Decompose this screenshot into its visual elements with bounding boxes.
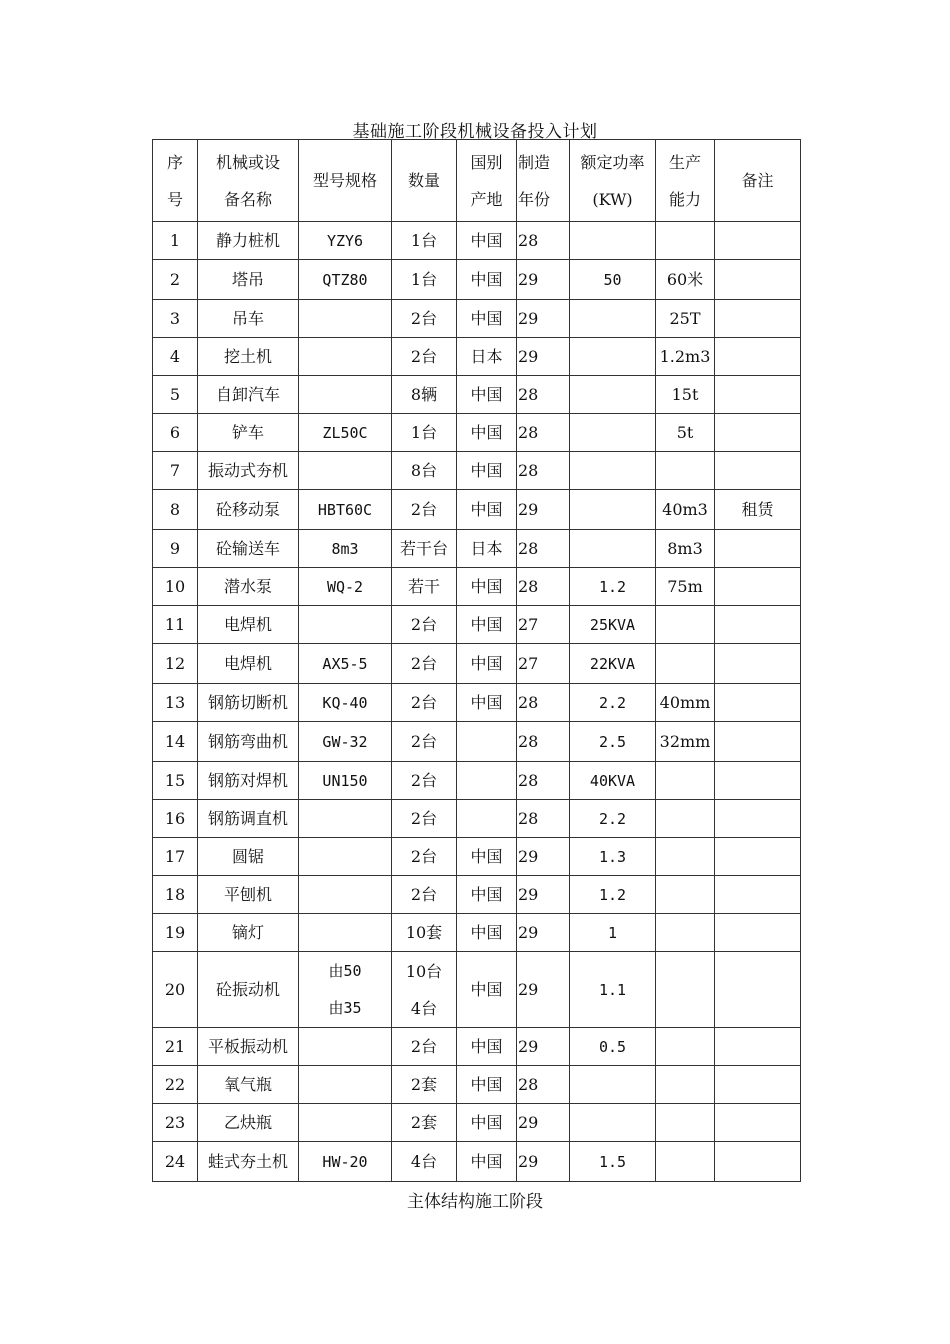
cell-year: 28 [517,722,570,762]
cell-name: 静力桩机 [198,222,299,260]
cell-origin: 中国 [457,490,517,530]
table-row [153,800,801,838]
cell-origin: 中国 [457,222,517,260]
header-capacity-line2: 能力 [668,189,701,209]
cell-origin: 中国 [457,568,517,606]
table-row [153,568,801,606]
cell-model [299,876,392,914]
cell-qty: 2套 [392,1066,457,1104]
cell-qty: 若干 [392,568,457,606]
cell-remark [715,568,801,606]
cell-year: 29 [517,876,570,914]
cell-no: 1 [153,222,198,260]
cell-origin: 中国 [457,914,517,952]
cell-origin [457,800,517,838]
cell-origin: 中国 [457,1142,517,1182]
cell-power [570,1104,656,1142]
cell-name: 吊车 [198,300,299,338]
cell-origin: 中国 [457,260,517,300]
cell-origin: 中国 [457,606,517,644]
cell-no: 3 [153,300,198,338]
cell-origin [457,762,517,800]
cell-year: 29 [517,300,570,338]
cell-qty: 10套 [392,914,457,952]
header-name-line1: 机械或设 [215,152,280,172]
cell-name: 蛙式夯土机 [198,1142,299,1182]
cell-power: 1.2 [570,568,656,606]
cell-model [299,376,392,414]
cell-remark [715,1066,801,1104]
cell-capacity: 75m [656,568,715,606]
cell-no: 19 [153,914,198,952]
cell-model [299,1066,392,1104]
table-row [153,338,801,376]
cell-origin: 日本 [457,530,517,568]
header-year-line2: 年份 [518,189,551,209]
cell-no: 17 [153,838,198,876]
cell-qty: 2台 [392,300,457,338]
header-origin [457,140,517,222]
header-origin-line2: 产地 [470,189,503,209]
cell-capacity [656,914,715,952]
cell-remark [715,530,801,568]
table-row [153,1066,801,1104]
cell-year: 28 [517,568,570,606]
cell-no: 7 [153,452,198,490]
cell-power: 22KVA [570,644,656,684]
cell-year: 29 [517,838,570,876]
cell-year: 28 [517,222,570,260]
cell-year: 29 [517,338,570,376]
cell-origin [457,722,517,762]
header-model-label: 型号规格 [312,170,377,190]
cell-power [570,490,656,530]
cell-power: 1.2 [570,876,656,914]
header-remark [715,140,801,222]
cell-power: 1.1 [570,952,656,1028]
header-remark-label: 备注 [741,170,774,190]
cell-capacity: 8m3 [656,530,715,568]
cell-model: UN150 [299,762,392,800]
table-row [153,1104,801,1142]
table-row [153,838,801,876]
cell-qty: 2台 [392,800,457,838]
cell-year: 27 [517,606,570,644]
cell-power [570,376,656,414]
table-row [153,452,801,490]
cell-origin: 中国 [457,952,517,1028]
cell-model: ZL50C [299,414,392,452]
cell-year: 28 [517,800,570,838]
cell-no: 13 [153,684,198,722]
cell-origin: 中国 [457,452,517,490]
document-title: 基础施工阶段机械设备投入计划 [352,122,598,142]
cell-name: 钢筋弯曲机 [198,722,299,762]
cell-origin: 中国 [457,300,517,338]
header-capacity-line1: 生产 [668,152,701,172]
header-qty-label: 数量 [407,170,440,190]
cell-name: 电焊机 [198,606,299,644]
cell-capacity [656,838,715,876]
cell-qty: 2台 [392,338,457,376]
cell-year: 28 [517,762,570,800]
cell-name: 平板振动机 [198,1028,299,1066]
cell-year: 29 [517,1142,570,1182]
cell-name: 振动式夯机 [198,452,299,490]
cell-remark [715,800,801,838]
cell-year: 28 [517,376,570,414]
cell-no: 5 [153,376,198,414]
cell-capacity [656,800,715,838]
header-model [299,140,392,222]
cell-no: 12 [153,644,198,684]
section-footer: 主体结构施工阶段 [407,1192,543,1212]
cell-capacity [656,1142,715,1182]
cell-origin: 中国 [457,838,517,876]
table-row [153,1142,801,1182]
cell-name: 挖土机 [198,338,299,376]
cell-model [299,1028,392,1066]
cell-model: WQ-2 [299,568,392,606]
cell-remark [715,1142,801,1182]
cell-origin: 中国 [457,644,517,684]
cell-capacity [656,1028,715,1066]
cell-no: 21 [153,1028,198,1066]
cell-capacity: 60米 [656,260,715,300]
cell-remark [715,952,801,1028]
cell-no: 4 [153,338,198,376]
cell-qty: 1台 [392,222,457,260]
cell-remark [715,606,801,644]
cell-remark [715,260,801,300]
cell-capacity [656,1066,715,1104]
cell-no: 2 [153,260,198,300]
cell-model-line: 由35 [328,998,362,1017]
cell-name: 圆锯 [198,838,299,876]
cell-remark [715,376,801,414]
table-row [153,606,801,644]
cell-remark [715,1104,801,1142]
header-power-line2: (KW) [592,189,633,209]
cell-no: 15 [153,762,198,800]
cell-remark [715,914,801,952]
cell-name: 乙炔瓶 [198,1104,299,1142]
cell-qty: 1台 [392,414,457,452]
cell-origin: 中国 [457,684,517,722]
header-row [153,140,801,222]
cell-origin: 日本 [457,338,517,376]
cell-capacity: 40mm [656,684,715,722]
cell-model: HW-20 [299,1142,392,1182]
cell-power [570,1066,656,1104]
cell-power [570,222,656,260]
cell-name: 砼振动机 [198,952,299,1028]
cell-name: 砼输送车 [198,530,299,568]
cell-name: 氧气瓶 [198,1066,299,1104]
cell-capacity: 25T [656,300,715,338]
cell-no: 10 [153,568,198,606]
cell-no: 20 [153,952,198,1028]
cell-qty: 8辆 [392,376,457,414]
cell-capacity [656,876,715,914]
table-row [153,952,801,1028]
cell-capacity [656,222,715,260]
header-year-line1: 制造 [518,152,551,172]
cell-power: 25KVA [570,606,656,644]
cell-model: AX5-5 [299,644,392,684]
equipment-table [152,139,801,1182]
cell-model [299,606,392,644]
cell-remark [715,684,801,722]
cell-name: 铲车 [198,414,299,452]
table-row [153,644,801,684]
cell-capacity [656,762,715,800]
cell-year: 28 [517,684,570,722]
cell-no: 23 [153,1104,198,1142]
table-row [153,684,801,722]
cell-remark [715,414,801,452]
cell-model: 8m3 [299,530,392,568]
cell-capacity: 40m3 [656,490,715,530]
cell-year: 29 [517,914,570,952]
cell-qty-line: 10台 [405,961,443,981]
table-row [153,530,801,568]
table-row [153,1028,801,1066]
cell-year: 28 [517,414,570,452]
table-row [153,376,801,414]
table-row [153,876,801,914]
cell-name: 钢筋切断机 [198,684,299,722]
cell-capacity [656,952,715,1028]
cell-qty [392,952,457,1028]
cell-qty: 2台 [392,838,457,876]
header-power-line1: 额定功率 [580,152,645,172]
cell-power [570,300,656,338]
cell-power [570,530,656,568]
table-row [153,300,801,338]
cell-name: 塔吊 [198,260,299,300]
cell-year: 27 [517,644,570,684]
cell-no: 16 [153,800,198,838]
cell-model: KQ-40 [299,684,392,722]
cell-origin: 中国 [457,1066,517,1104]
cell-qty: 1台 [392,260,457,300]
cell-year: 29 [517,1028,570,1066]
cell-qty: 2台 [392,1028,457,1066]
cell-year: 28 [517,530,570,568]
cell-power: 2.2 [570,684,656,722]
cell-remark [715,722,801,762]
cell-qty: 4台 [392,1142,457,1182]
header-power [570,140,656,222]
header-no-line2: 号 [166,189,183,209]
cell-model: GW-32 [299,722,392,762]
header-name [198,140,299,222]
cell-remark [715,644,801,684]
cell-no: 11 [153,606,198,644]
cell-remark [715,1028,801,1066]
cell-model [299,300,392,338]
cell-power: 50 [570,260,656,300]
cell-remark [715,300,801,338]
cell-capacity [656,644,715,684]
cell-no: 22 [153,1066,198,1104]
table-row [153,260,801,300]
table-row [153,490,801,530]
cell-name: 镝灯 [198,914,299,952]
cell-power: 40KVA [570,762,656,800]
cell-power [570,414,656,452]
cell-qty: 2台 [392,762,457,800]
cell-remark [715,876,801,914]
cell-name: 平刨机 [198,876,299,914]
cell-remark [715,838,801,876]
cell-model [299,800,392,838]
cell-no: 8 [153,490,198,530]
cell-origin: 中国 [457,414,517,452]
cell-power [570,452,656,490]
cell-no: 14 [153,722,198,762]
cell-year: 29 [517,260,570,300]
cell-power: 2.5 [570,722,656,762]
cell-year: 28 [517,452,570,490]
cell-capacity: 5t [656,414,715,452]
cell-power: 1.3 [570,838,656,876]
table-row [153,722,801,762]
cell-capacity [656,452,715,490]
header-qty [392,140,457,222]
cell-model: HBT60C [299,490,392,530]
cell-no: 18 [153,876,198,914]
header-capacity [656,140,715,222]
cell-year: 29 [517,490,570,530]
cell-qty: 若干台 [392,530,457,568]
cell-qty: 2台 [392,606,457,644]
cell-origin: 中国 [457,1028,517,1066]
cell-name: 砼移动泵 [198,490,299,530]
cell-remark [715,338,801,376]
cell-no: 9 [153,530,198,568]
cell-power [570,338,656,376]
cell-year: 29 [517,1104,570,1142]
header-no-line1: 序 [166,152,183,172]
cell-no: 24 [153,1142,198,1182]
table-body [153,140,801,1182]
cell-name: 潜水泵 [198,568,299,606]
cell-capacity: 15t [656,376,715,414]
cell-qty: 2台 [392,490,457,530]
cell-origin: 中国 [457,376,517,414]
cell-capacity [656,606,715,644]
cell-model [299,838,392,876]
cell-model-line: 由50 [328,961,362,980]
cell-capacity: 32mm [656,722,715,762]
header-no [153,140,198,222]
cell-name: 钢筋对焊机 [198,762,299,800]
cell-name: 自卸汽车 [198,376,299,414]
cell-power: 2.2 [570,800,656,838]
cell-year: 29 [517,952,570,1028]
cell-model [299,952,392,1028]
cell-model: QTZ80 [299,260,392,300]
cell-name: 电焊机 [198,644,299,684]
cell-model [299,338,392,376]
cell-remark [715,222,801,260]
header-year [517,140,570,222]
table-row [153,414,801,452]
cell-model [299,452,392,490]
cell-power: 1 [570,914,656,952]
cell-power: 0.5 [570,1028,656,1066]
cell-model [299,1104,392,1142]
table-row [153,914,801,952]
table-row [153,222,801,260]
header-origin-line1: 国别 [470,152,503,172]
cell-no: 6 [153,414,198,452]
cell-qty: 2套 [392,1104,457,1142]
cell-qty: 2台 [392,722,457,762]
cell-remark: 租赁 [715,490,801,530]
cell-origin: 中国 [457,1104,517,1142]
cell-capacity: 1.2m3 [656,338,715,376]
cell-model [299,914,392,952]
cell-year: 28 [517,1066,570,1104]
cell-qty: 2台 [392,684,457,722]
cell-qty-line: 4台 [410,998,438,1018]
cell-remark [715,452,801,490]
cell-qty: 2台 [392,876,457,914]
cell-qty: 2台 [392,644,457,684]
table-row [153,762,801,800]
header-name-line2: 备名称 [223,189,272,209]
cell-qty: 8台 [392,452,457,490]
cell-remark [715,762,801,800]
cell-capacity [656,1104,715,1142]
cell-origin: 中国 [457,876,517,914]
cell-power: 1.5 [570,1142,656,1182]
cell-name: 钢筋调直机 [198,800,299,838]
cell-model: YZY6 [299,222,392,260]
